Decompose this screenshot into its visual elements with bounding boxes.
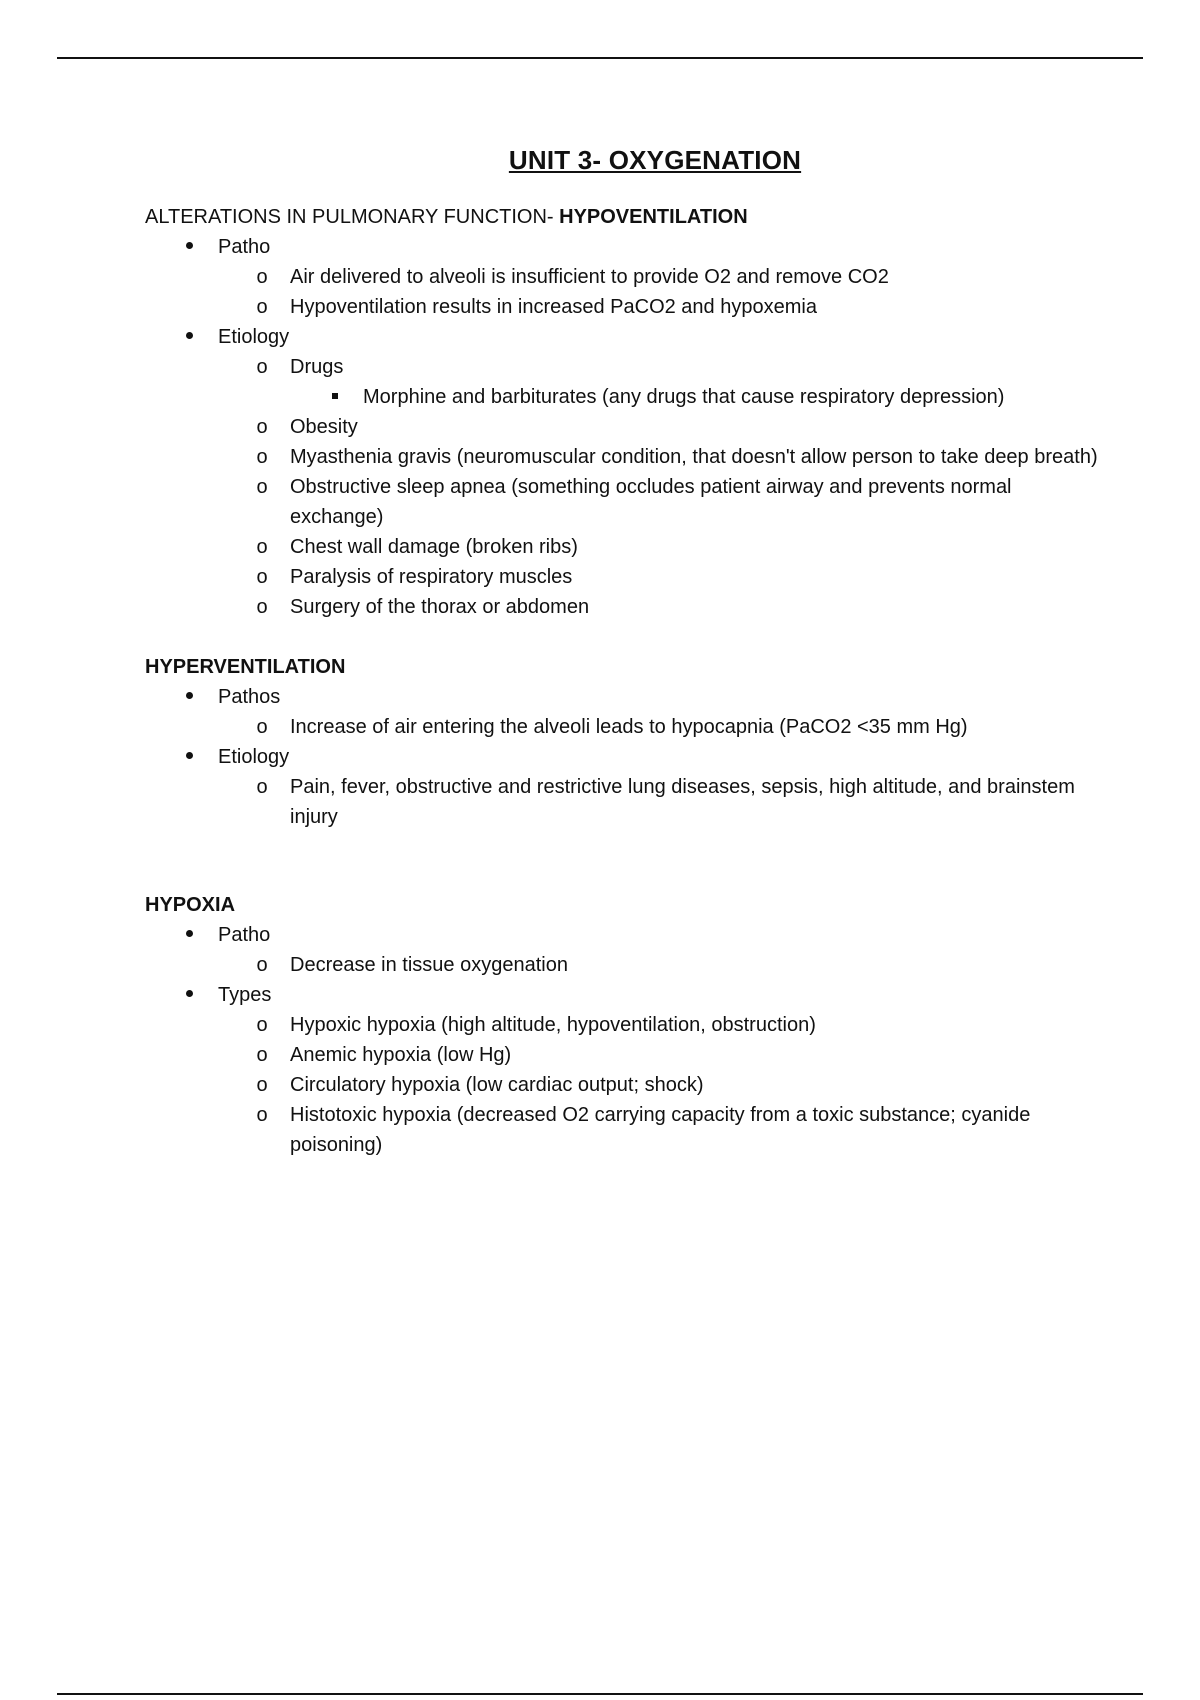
circle-bullet-icon: o — [256, 566, 268, 588]
circle-bullet-icon: o — [256, 596, 268, 618]
circle-bullet-icon: o — [256, 954, 268, 976]
list-item: o Pain, fever, obstructive and restrictive lung diseases, sepsis, high altitude, and brainstem injury — [145, 772, 1105, 832]
list-item: o Hypoventilation results in increased PaCO2 and hypoxemia — [145, 292, 1105, 322]
list-item: Types — [145, 980, 1105, 1010]
list-item: Morphine and barbiturates (any drugs that cause respiratory depression) — [145, 382, 1105, 412]
square-bullet-icon — [325, 382, 345, 412]
list-item: o Hypoxic hypoxia (high altitude, hypoventilation, obstruction) — [145, 1010, 1105, 1040]
circle-bullet-icon: o — [256, 1044, 268, 1066]
bullet-icon — [179, 920, 199, 950]
list-item: o Air delivered to alveoli is insufficient to provide O2 and remove CO2 — [145, 262, 1105, 292]
section-hyperventilation — [145, 652, 1105, 832]
bullet-icon — [179, 322, 199, 352]
list-item: o Paralysis of respiratory muscles — [145, 562, 1105, 592]
bullet-icon — [179, 742, 199, 772]
circle-bullet-icon: o — [256, 1104, 268, 1126]
bullet-icon — [179, 980, 199, 1010]
list-item: o Obstructive sleep apnea (something occludes patient airway and prevents normal exchange) — [145, 472, 1105, 532]
list-item: o Histotoxic hypoxia (decreased O2 carrying capacity from a toxic substance; cyanide poisoning) — [145, 1100, 1105, 1160]
list-item: Etiology — [145, 322, 1105, 352]
circle-bullet-icon: o — [256, 296, 268, 318]
section-hypoventilation — [145, 202, 1105, 622]
list-item: o Chest wall damage (broken ribs) — [145, 532, 1105, 562]
list-item: Patho — [145, 920, 1105, 950]
list-item: Etiology — [145, 742, 1105, 772]
circle-bullet-icon: o — [256, 536, 268, 558]
list-item: o Increase of air entering the alveoli leads to hypocapnia (PaCO2 <35 mm Hg) — [145, 712, 1105, 742]
list-item: o Myasthenia gravis (neuromuscular condition, that doesn't allow person to take deep breath) — [145, 442, 1105, 472]
document-body — [145, 145, 1105, 1160]
section-heading: HYPERVENTILATION — [145, 656, 346, 678]
circle-bullet-icon: o — [256, 446, 268, 468]
circle-bullet-icon: o — [256, 266, 268, 288]
list-item: o Obesity — [145, 412, 1105, 442]
circle-bullet-icon: o — [256, 356, 268, 378]
circle-bullet-icon: o — [256, 416, 268, 438]
list-item: o Circulatory hypoxia (low cardiac output; shock) — [145, 1070, 1105, 1100]
section-heading: ALTERATIONS IN PULMONARY FUNCTION- HYPOVENTILATION — [145, 206, 748, 228]
bullet-icon — [179, 232, 199, 262]
circle-bullet-icon: o — [256, 1014, 268, 1036]
circle-bullet-icon: o — [256, 1074, 268, 1096]
section-heading: HYPOXIA — [145, 894, 236, 916]
list-item: Pathos — [145, 682, 1105, 712]
bullet-icon — [179, 682, 199, 712]
page-title: UNIT 3- OXYGENATION — [508, 145, 802, 175]
list-item: o Anemic hypoxia (low Hg) — [145, 1040, 1105, 1070]
list-item: o Surgery of the thorax or abdomen — [145, 592, 1105, 622]
footer-rule — [57, 1693, 1143, 1695]
circle-bullet-icon: o — [256, 476, 268, 498]
circle-bullet-icon: o — [256, 716, 268, 738]
header-rule — [57, 57, 1143, 59]
list-item: Patho — [145, 232, 1105, 262]
list-item: o Drugs — [145, 352, 1105, 382]
section-hypoxia — [145, 890, 1105, 1160]
list-item: o Decrease in tissue oxygenation — [145, 950, 1105, 980]
circle-bullet-icon: o — [256, 776, 268, 798]
